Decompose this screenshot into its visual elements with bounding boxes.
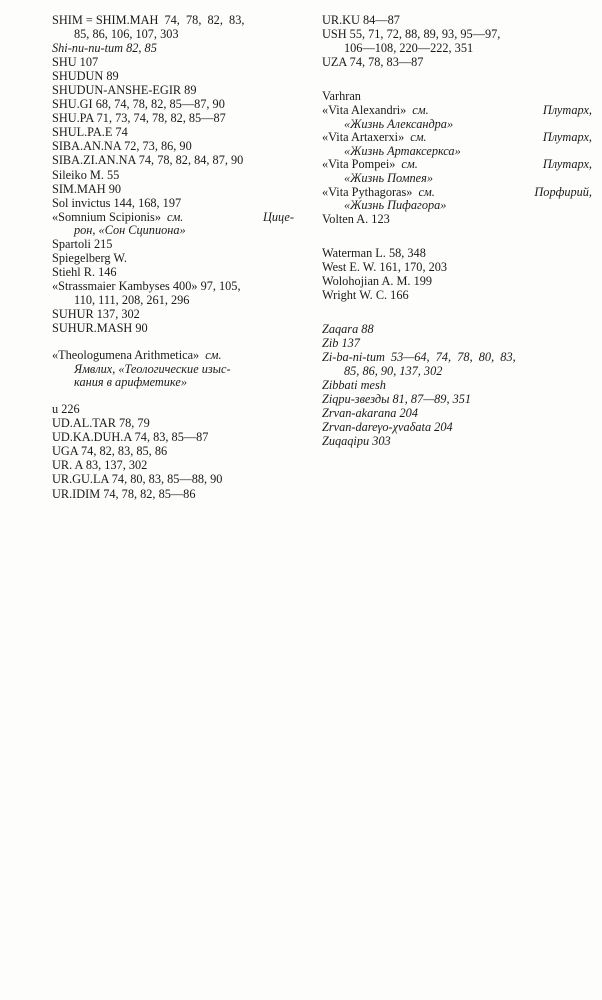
entry-continuation: 106—108, 220—222, 351 [344, 40, 474, 55]
entry-headword: SHUDUN 89 [52, 68, 119, 83]
entry-headword: Volten A. 123 [322, 211, 390, 226]
entry-headword: Sileiko M. 55 [52, 167, 120, 182]
index-entry [52, 56, 294, 70]
entry-headword: SHUDUN-ANSHE-EGIR 89 [52, 82, 197, 97]
index-entry [322, 90, 592, 104]
xref-head-row [52, 349, 294, 363]
xref-target [222, 349, 294, 363]
xref-target: Плутарх, [542, 157, 592, 172]
entry-headword: SIBA.ZI.AN.NA 74, 78, 82, 84, 87, 90 [52, 153, 244, 168]
index-entry [52, 431, 294, 445]
xref-lemma: «Vita Artaxerxi» [322, 130, 405, 145]
entry-headword: Waterman L. 58, 348 [322, 245, 426, 260]
entry-headword: Wolohojian A. M. 199 [322, 274, 433, 288]
index-entry [52, 308, 294, 322]
xref-head-row [322, 131, 592, 145]
entry-headword: UD.KA.DUH.A 74, 83, 85—87 [52, 430, 209, 445]
entry-headword: Ziqpu-звезды 81, 87—89, 351 [322, 392, 472, 407]
index-entry [52, 238, 294, 252]
entry-headword: SIBA.AN.NA 72, 73, 86, 90 [52, 139, 192, 154]
index-entry [52, 98, 294, 112]
xref-lemma: «Somnium Scipionis» [52, 209, 161, 224]
index-entry [322, 379, 592, 393]
index-entry [322, 28, 592, 55]
entry-headword: Spartoli 215 [52, 237, 113, 251]
index-entry [52, 126, 294, 140]
entry-headword: UD.AL.TAR 78, 79 [52, 416, 150, 431]
index-entry [52, 488, 294, 502]
entry-continuation: 110, 111, 208, 261, 296 [74, 292, 190, 307]
xref-target-continuation: «Жизнь Помпея» [344, 170, 434, 185]
entry-headword: Zuqaqipu 303 [322, 434, 391, 449]
index-entry [322, 14, 592, 28]
entry-headword: SHUL.PA.E 74 [52, 125, 128, 140]
entry-headword: SHU 107 [52, 54, 99, 69]
xref-lemma: «Vita Pythagoras» [322, 184, 413, 199]
index-entry [52, 169, 294, 183]
entry-continuation: 85, 86, 90, 137, 302 [344, 363, 443, 378]
xref-lemma: «Vita Pompei» [322, 157, 396, 172]
entry-headword: Zrvan-dareγo-χvaδata 204 [322, 420, 453, 435]
entry-headword: u 226 [52, 401, 80, 416]
index-entry [52, 42, 294, 56]
entry-headword: Zibbati mesh [322, 378, 386, 393]
index-entry [52, 197, 294, 211]
index-cross-reference [52, 211, 294, 238]
xref-head-row [322, 186, 592, 200]
index-entry [322, 407, 592, 421]
xref-target: Порфирий, [534, 184, 592, 199]
index-cross-reference [322, 131, 592, 158]
index-entry [322, 421, 592, 435]
index-entry [322, 351, 592, 378]
index-entry [52, 112, 294, 126]
index-entry [52, 417, 294, 431]
index-cross-reference [322, 158, 592, 185]
spacer [322, 70, 592, 90]
spacer [52, 390, 294, 403]
index-entry [52, 280, 294, 307]
xref-target-continuation: «Жизнь Артаксеркса» [344, 143, 461, 158]
left-column [0, 14, 300, 502]
xref-target: Плутарх, [542, 102, 592, 117]
entry-headword: UR.IDIM 74, 78, 82, 85—86 [52, 486, 196, 501]
xref-head-row [322, 158, 592, 172]
entry-headword: UR. A 83, 137, 302 [52, 458, 148, 473]
entry-headword: «Strassmaier Kambyses 400» 97, 105, [52, 279, 241, 294]
xref-see-label: см. [418, 184, 435, 199]
entry-headword: Shi-nu-nu-tum 82, 85 [52, 40, 157, 55]
xref-target-continuation: кания в арифметике» [74, 375, 187, 390]
entry-headword: UR.KU 84—87 [322, 13, 400, 27]
xref-see-label: см. [166, 209, 184, 224]
index-entry [52, 266, 294, 280]
index-cross-reference [322, 104, 592, 131]
entry-headword: SUHUR.MASH 90 [52, 321, 148, 336]
xref-target: Плутарх, [542, 130, 592, 145]
entry-headword: Sol invictus 144, 168, 197 [52, 195, 182, 210]
index-entry [52, 84, 294, 98]
spacer [322, 227, 592, 247]
xref-head-row [52, 211, 294, 225]
index-entry [52, 459, 294, 473]
xref-target-continuation: «Жизнь Александра» [344, 116, 454, 131]
index-entry [52, 14, 294, 41]
index-entry [52, 473, 294, 487]
entry-headword: UGA 74, 82, 83, 85, 86 [52, 444, 168, 459]
xref-see-label: см. [205, 348, 222, 363]
entry-headword: USH 55, 71, 72, 88, 89, 93, 95—97, [322, 27, 501, 42]
entry-headword: West E. W. 161, 170, 203 [322, 259, 448, 274]
index-entry [322, 275, 592, 289]
xref-head-row [322, 104, 592, 118]
entry-headword: SHU.PA 71, 73, 74, 78, 82, 85—87 [52, 111, 226, 126]
entry-headword: Wright W. C. 166 [322, 288, 409, 303]
entry-headword: Varhran [322, 88, 361, 103]
xref-see-label: см. [401, 157, 418, 172]
index-cross-reference [52, 349, 294, 390]
spacer [322, 303, 592, 323]
entry-headword: Zrvan-akarana 204 [322, 406, 418, 421]
index-entry [52, 70, 294, 84]
entry-headword: Spiegelberg W. [52, 251, 127, 266]
index-entry [52, 183, 294, 197]
index-entry [322, 247, 592, 261]
xref-lemma: «Vita Alexandri» [322, 102, 407, 117]
xref-target-continuation: «Жизнь Пифагора» [344, 198, 447, 213]
xref-lemma: «Theologumena Arithmetica» [52, 348, 200, 363]
index-columns [0, 14, 602, 502]
index-entry [52, 445, 294, 459]
xref-target-continuation: Ямвлих, «Теологические изыс- [74, 361, 231, 376]
right-column [300, 14, 602, 502]
index-entry [322, 393, 592, 407]
index-entry [322, 56, 592, 70]
entry-headword: SHU.GI 68, 74, 78, 82, 85—87, 90 [52, 97, 225, 112]
entry-headword: SUHUR 137, 302 [52, 306, 140, 321]
index-entry [52, 403, 294, 417]
entry-headword: Zaqara 88 [322, 322, 374, 337]
index-entry [322, 213, 592, 227]
index-entry [322, 323, 592, 337]
entry-continuation: 85, 86, 106, 107, 303 [74, 26, 179, 41]
index-entry [322, 289, 592, 303]
xref-target: Цице- [262, 209, 294, 224]
entry-headword: SHIM = SHIM.MAH 74, 78, 82, 83, [52, 13, 245, 27]
entry-headword: UR.GU.LA 74, 80, 83, 85—88, 90 [52, 472, 223, 487]
entry-headword: UZA 74, 78, 83—87 [322, 54, 424, 69]
index-entry [52, 322, 294, 336]
xref-see-label: см. [412, 102, 429, 117]
index-entry [52, 252, 294, 266]
index-entry [52, 154, 294, 168]
index-entry [322, 337, 592, 351]
index-entry [52, 140, 294, 154]
index-entry [322, 261, 592, 275]
xref-see-label: см. [410, 130, 427, 145]
entry-headword: Zi-ba-ni-tum 53—64, 74, 78, 80, 83, [322, 350, 516, 365]
entry-headword: Stiehl R. 146 [52, 265, 117, 280]
xref-target-continuation: рон, «Сон Сципиона» [74, 223, 186, 238]
entry-headword: Zib 137 [322, 336, 360, 351]
index-entry [322, 435, 592, 449]
index-cross-reference [322, 186, 592, 213]
entry-headword: SIM.MAH 90 [52, 181, 122, 196]
